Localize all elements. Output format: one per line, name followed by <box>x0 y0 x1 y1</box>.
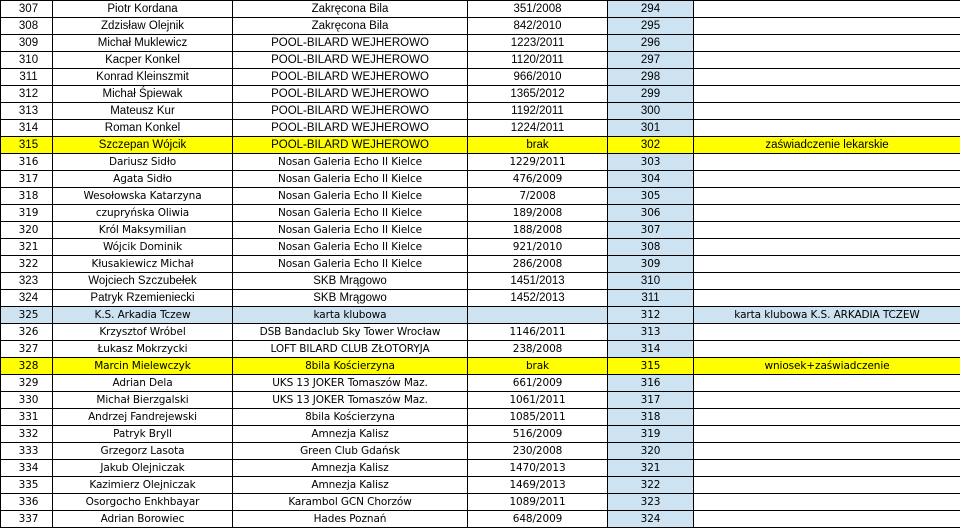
row-number-cell: 317 <box>1 171 53 188</box>
player-name-cell: Dariusz Sidło <box>53 154 233 171</box>
table-row <box>1 86 960 103</box>
row-number-cell: 308 <box>1 18 53 35</box>
table-row <box>1 307 960 324</box>
player-name-cell: Adrian Dela <box>53 375 233 392</box>
player-name-cell: Michał Bierzgalski <box>53 392 233 409</box>
license-number-cell: 661/2009 <box>468 375 608 392</box>
row-number-cell: 332 <box>1 426 53 443</box>
player-name-cell: Agata Sidło <box>53 171 233 188</box>
note-cell <box>694 341 960 358</box>
player-table-body <box>1 1 960 528</box>
player-name-cell: Zdzisław Olejnik <box>53 18 233 35</box>
note-cell <box>694 290 960 307</box>
table-row <box>1 443 960 460</box>
player-number-cell: 297 <box>608 52 694 69</box>
player-number-cell: 315 <box>608 358 694 375</box>
player-number-cell: 323 <box>608 494 694 511</box>
player-number-cell: 310 <box>608 273 694 290</box>
license-number-cell: 286/2008 <box>468 256 608 273</box>
table-row <box>1 154 960 171</box>
player-name-cell: Wójcik Dominik <box>53 239 233 256</box>
club-name-cell: Nosan Galeria Echo II Kielce <box>233 222 468 239</box>
club-name-cell: SKB Mrągowo <box>233 290 468 307</box>
table-row <box>1 324 960 341</box>
note-cell <box>694 273 960 290</box>
note-cell: karta klubowa K.S. ARKADIA TCZEW <box>694 307 960 324</box>
club-name-cell: Hades Poznań <box>233 511 468 528</box>
player-number-cell: 308 <box>608 239 694 256</box>
player-number-cell: 296 <box>608 35 694 52</box>
note-cell <box>694 18 960 35</box>
table-row <box>1 120 960 137</box>
club-name-cell: Nosan Galeria Echo II Kielce <box>233 188 468 205</box>
player-number-cell: 316 <box>608 375 694 392</box>
player-name-cell: Andrzej Fandrejewski <box>53 409 233 426</box>
license-number-cell: 1089/2011 <box>468 494 608 511</box>
club-name-cell: Amnezja Kalisz <box>233 460 468 477</box>
club-name-cell: Nosan Galeria Echo II Kielce <box>233 205 468 222</box>
table-row <box>1 18 960 35</box>
club-name-cell: 8bila Kościerzyna <box>233 358 468 375</box>
player-number-cell: 294 <box>608 1 694 18</box>
player-name-cell: Patryk Bryll <box>53 426 233 443</box>
player-number-cell: 313 <box>608 324 694 341</box>
license-number-cell <box>468 307 608 324</box>
table-row <box>1 52 960 69</box>
row-number-cell: 328 <box>1 358 53 375</box>
table-row <box>1 171 960 188</box>
row-number-cell: 334 <box>1 460 53 477</box>
note-cell <box>694 256 960 273</box>
club-name-cell: Zakręcona Bila <box>233 1 468 18</box>
player-name-cell: K.S. Arkadia Tczew <box>53 307 233 324</box>
player-name-cell: Król Maksymilian <box>53 222 233 239</box>
note-cell <box>694 205 960 222</box>
table-row <box>1 358 960 375</box>
license-number-cell: 1365/2012 <box>468 86 608 103</box>
player-name-cell: Piotr Kordana <box>53 1 233 18</box>
player-name-cell: Kazimierz Olejniczak <box>53 477 233 494</box>
license-number-cell: 1061/2011 <box>468 392 608 409</box>
license-number-cell: 238/2008 <box>468 341 608 358</box>
note-cell <box>694 86 960 103</box>
club-name-cell: UKS 13 JOKER Tomaszów Maz. <box>233 392 468 409</box>
row-number-cell: 321 <box>1 239 53 256</box>
player-number-cell: 318 <box>608 409 694 426</box>
note-cell <box>694 154 960 171</box>
note-cell <box>694 69 960 86</box>
row-number-cell: 325 <box>1 307 53 324</box>
note-cell <box>694 443 960 460</box>
note-cell <box>694 409 960 426</box>
note-cell <box>694 375 960 392</box>
license-number-cell: 1451/2013 <box>468 273 608 290</box>
club-name-cell: DSB Bandaclub Sky Tower Wrocław <box>233 324 468 341</box>
club-name-cell: Nosan Galeria Echo II Kielce <box>233 256 468 273</box>
license-number-cell: 1223/2011 <box>468 35 608 52</box>
note-cell: wniosek+zaświadczenie <box>694 358 960 375</box>
license-number-cell: 351/2008 <box>468 1 608 18</box>
club-name-cell: POOL-BILARD WEJHEROWO <box>233 52 468 69</box>
license-number-cell: 1224/2011 <box>468 120 608 137</box>
row-number-cell: 318 <box>1 188 53 205</box>
license-number-cell: 648/2009 <box>468 511 608 528</box>
club-name-cell: POOL-BILARD WEJHEROWO <box>233 120 468 137</box>
table-row <box>1 35 960 52</box>
row-number-cell: 316 <box>1 154 53 171</box>
license-number-cell: 1452/2013 <box>468 290 608 307</box>
note-cell <box>694 392 960 409</box>
table-row <box>1 477 960 494</box>
row-number-cell: 314 <box>1 120 53 137</box>
table-row <box>1 341 960 358</box>
table-row <box>1 188 960 205</box>
license-number-cell: 7/2008 <box>468 188 608 205</box>
note-cell <box>694 324 960 341</box>
table-row <box>1 239 960 256</box>
table-row <box>1 375 960 392</box>
table-row <box>1 1 960 18</box>
table-row <box>1 103 960 120</box>
table-row <box>1 409 960 426</box>
note-cell <box>694 52 960 69</box>
license-number-cell: 189/2008 <box>468 205 608 222</box>
note-cell <box>694 35 960 52</box>
note-cell: zaświadczenie lekarskie <box>694 137 960 154</box>
club-name-cell: LOFT BILARD CLUB ZŁOTORYJA <box>233 341 468 358</box>
row-number-cell: 326 <box>1 324 53 341</box>
row-number-cell: 322 <box>1 256 53 273</box>
row-number-cell: 335 <box>1 477 53 494</box>
note-cell <box>694 1 960 18</box>
table-row <box>1 273 960 290</box>
license-number-cell: brak <box>468 358 608 375</box>
player-name-cell: Michał Muklewicz <box>53 35 233 52</box>
row-number-cell: 309 <box>1 35 53 52</box>
player-name-cell: Łukasz Mokrzycki <box>53 341 233 358</box>
note-cell <box>694 103 960 120</box>
player-name-cell: Adrian Borowiec <box>53 511 233 528</box>
table-row <box>1 460 960 477</box>
note-cell <box>694 171 960 188</box>
row-number-cell: 307 <box>1 1 53 18</box>
player-number-cell: 303 <box>608 154 694 171</box>
row-number-cell: 323 <box>1 273 53 290</box>
player-name-cell: Mateusz Kur <box>53 103 233 120</box>
player-name-cell: Krzysztof Wróbel <box>53 324 233 341</box>
row-number-cell: 315 <box>1 137 53 154</box>
row-number-cell: 331 <box>1 409 53 426</box>
player-number-cell: 322 <box>608 477 694 494</box>
club-name-cell: Green Club Gdańsk <box>233 443 468 460</box>
table-row <box>1 222 960 239</box>
table-row <box>1 205 960 222</box>
player-number-cell: 307 <box>608 222 694 239</box>
table-row <box>1 392 960 409</box>
row-number-cell: 324 <box>1 290 53 307</box>
player-number-cell: 309 <box>608 256 694 273</box>
player-name-cell: czupryńska Oliwia <box>53 205 233 222</box>
club-name-cell: Amnezja Kalisz <box>233 426 468 443</box>
note-cell <box>694 222 960 239</box>
table-row <box>1 137 960 154</box>
player-name-cell: Szczepan Wójcik <box>53 137 233 154</box>
player-number-cell: 298 <box>608 69 694 86</box>
note-cell <box>694 239 960 256</box>
table-row <box>1 69 960 86</box>
player-number-cell: 306 <box>608 205 694 222</box>
row-number-cell: 336 <box>1 494 53 511</box>
club-name-cell: Nosan Galeria Echo II Kielce <box>233 239 468 256</box>
license-number-cell: 1120/2011 <box>468 52 608 69</box>
player-number-cell: 312 <box>608 307 694 324</box>
player-name-cell: Patryk Rzemieniecki <box>53 290 233 307</box>
table-row <box>1 256 960 273</box>
club-name-cell: Karambol GCN Chorzów <box>233 494 468 511</box>
table-row <box>1 290 960 307</box>
player-name-cell: Konrad Kleinszmit <box>53 69 233 86</box>
note-cell <box>694 460 960 477</box>
row-number-cell: 333 <box>1 443 53 460</box>
license-number-cell: brak <box>468 137 608 154</box>
row-number-cell: 319 <box>1 205 53 222</box>
license-number-cell: 230/2008 <box>468 443 608 460</box>
player-number-cell: 304 <box>608 171 694 188</box>
note-cell <box>694 477 960 494</box>
player-name-cell: Grzegorz Lasota <box>53 443 233 460</box>
club-name-cell: karta klubowa <box>233 307 468 324</box>
note-cell <box>694 511 960 528</box>
player-name-cell: Kłusakiewicz Michał <box>53 256 233 273</box>
note-cell <box>694 120 960 137</box>
club-name-cell: POOL-BILARD WEJHEROWO <box>233 86 468 103</box>
player-name-cell: Kacper Konkel <box>53 52 233 69</box>
row-number-cell: 311 <box>1 69 53 86</box>
player-name-cell: Michał Śpiewak <box>53 86 233 103</box>
club-name-cell: Zakręcona Bila <box>233 18 468 35</box>
player-number-cell: 299 <box>608 86 694 103</box>
player-number-cell: 302 <box>608 137 694 154</box>
player-number-cell: 317 <box>608 392 694 409</box>
row-number-cell: 327 <box>1 341 53 358</box>
row-number-cell: 330 <box>1 392 53 409</box>
player-name-cell: Marcin Mielewczyk <box>53 358 233 375</box>
club-name-cell: Amnezja Kalisz <box>233 477 468 494</box>
note-cell <box>694 494 960 511</box>
row-number-cell: 310 <box>1 52 53 69</box>
license-number-cell: 842/2010 <box>468 18 608 35</box>
player-number-cell: 319 <box>608 426 694 443</box>
license-number-cell: 921/2010 <box>468 239 608 256</box>
club-name-cell: POOL-BILARD WEJHEROWO <box>233 137 468 154</box>
license-number-cell: 1470/2013 <box>468 460 608 477</box>
player-name-cell: Osorgocho Enkhbayar <box>53 494 233 511</box>
license-number-cell: 966/2010 <box>468 69 608 86</box>
player-number-cell: 305 <box>608 188 694 205</box>
license-number-cell: 516/2009 <box>468 426 608 443</box>
player-number-cell: 300 <box>608 103 694 120</box>
row-number-cell: 337 <box>1 511 53 528</box>
club-name-cell: POOL-BILARD WEJHEROWO <box>233 69 468 86</box>
note-cell <box>694 426 960 443</box>
license-number-cell: 1229/2011 <box>468 154 608 171</box>
club-name-cell: POOL-BILARD WEJHEROWO <box>233 35 468 52</box>
player-name-cell: Wojciech Szczubełek <box>53 273 233 290</box>
row-number-cell: 313 <box>1 103 53 120</box>
player-number-cell: 311 <box>608 290 694 307</box>
club-name-cell: Nosan Galeria Echo II Kielce <box>233 154 468 171</box>
row-number-cell: 312 <box>1 86 53 103</box>
license-number-cell: 1085/2011 <box>468 409 608 426</box>
table-row <box>1 426 960 443</box>
player-number-cell: 324 <box>608 511 694 528</box>
player-name-cell: Jakub Olejniczak <box>53 460 233 477</box>
club-name-cell: UKS 13 JOKER Tomaszów Maz. <box>233 375 468 392</box>
player-number-cell: 301 <box>608 120 694 137</box>
note-cell <box>694 188 960 205</box>
license-number-cell: 1469/2013 <box>468 477 608 494</box>
player-name-cell: Wesołowska Katarzyna <box>53 188 233 205</box>
player-number-cell: 321 <box>608 460 694 477</box>
table-row <box>1 511 960 528</box>
player-name-cell: Roman Konkel <box>53 120 233 137</box>
row-number-cell: 320 <box>1 222 53 239</box>
player-number-cell: 314 <box>608 341 694 358</box>
license-number-cell: 476/2009 <box>468 171 608 188</box>
club-name-cell: 8bila Kościerzyna <box>233 409 468 426</box>
player-number-cell: 295 <box>608 18 694 35</box>
player-number-cell: 320 <box>608 443 694 460</box>
row-number-cell: 329 <box>1 375 53 392</box>
license-number-cell: 1146/2011 <box>468 324 608 341</box>
license-number-cell: 1192/2011 <box>468 103 608 120</box>
table-row <box>1 494 960 511</box>
club-name-cell: SKB Mrągowo <box>233 273 468 290</box>
license-number-cell: 188/2008 <box>468 222 608 239</box>
club-name-cell: POOL-BILARD WEJHEROWO <box>233 103 468 120</box>
club-name-cell: Nosan Galeria Echo II Kielce <box>233 171 468 188</box>
